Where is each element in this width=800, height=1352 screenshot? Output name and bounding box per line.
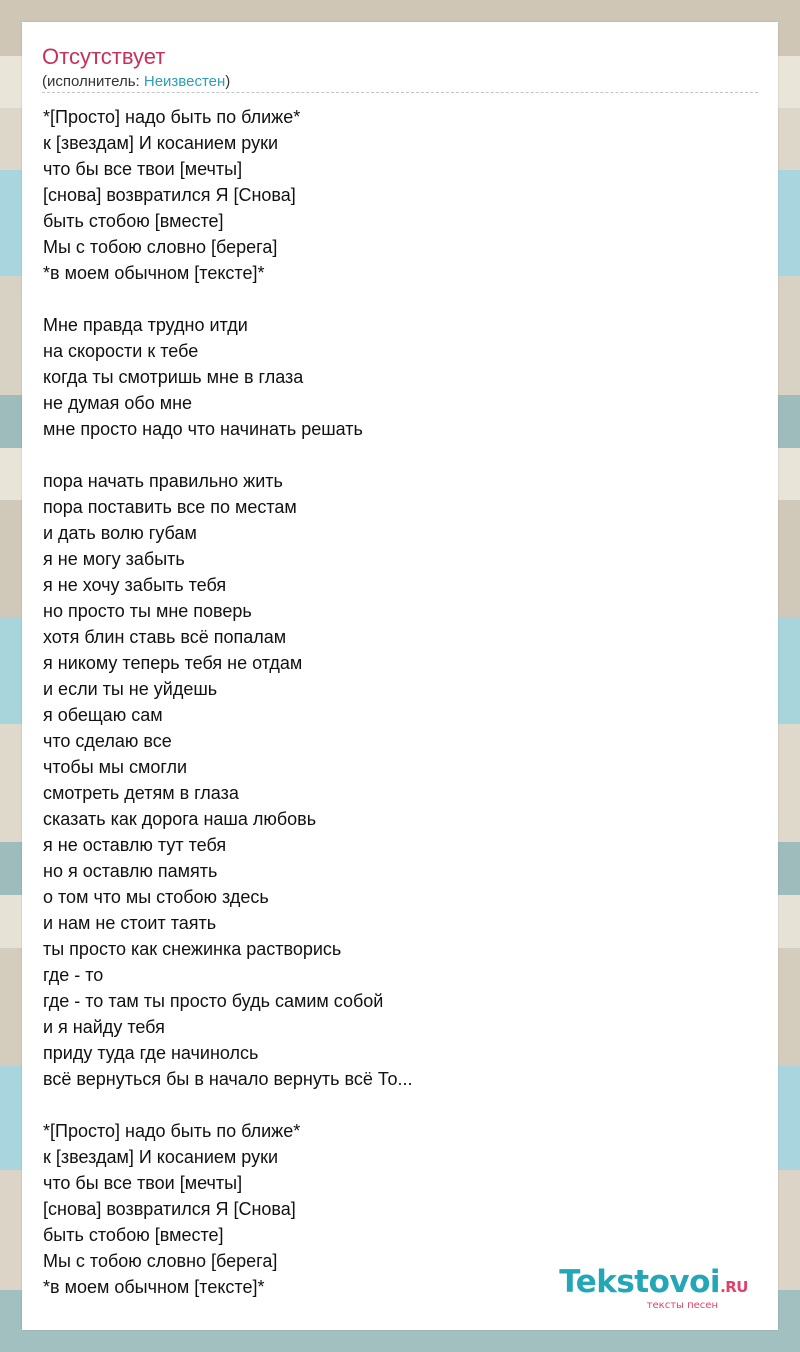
lyric-line: я обещаю сам	[43, 705, 163, 725]
lyric-line: пора поставить все по местам	[43, 497, 297, 517]
lyric-line: [снова] возвратился Я [Снова]	[43, 1199, 296, 1219]
lyric-line: хотя блин ставь всё попалам	[43, 627, 287, 647]
lyric-line: чтобы мы смогли	[43, 757, 188, 777]
lyric-line: что сделаю все	[43, 731, 172, 751]
lyric-line: не думая обо мне	[43, 393, 193, 413]
artist-line	[42, 72, 230, 92]
logo-tagline: тексты песен	[646, 1300, 718, 1311]
lyric-line: быть стобою [вместе]	[43, 1225, 224, 1245]
lyric-line: я никому теперь тебя не отдам	[43, 653, 303, 673]
lyric-line: я не могу забыть	[43, 549, 185, 569]
stanza-break	[43, 286, 753, 312]
lyric-line: я не хочу забыть тебя	[43, 575, 227, 595]
lyric-line: и дать волю губам	[43, 523, 197, 543]
divider	[42, 92, 758, 93]
lyric-line: где - то	[43, 965, 104, 985]
lyric-line: где - то там ты просто будь самим собой	[43, 991, 384, 1011]
lyric-line: Мы с тобою словно [берега]	[43, 237, 278, 257]
lyric-line: сказать как дорога наша любовь	[43, 809, 317, 829]
lyric-line: смотреть детям в глаза	[43, 783, 239, 803]
lyric-line: и я найду тебя	[43, 1017, 165, 1037]
site-logo[interactable]	[559, 1266, 748, 1312]
lyrics-text	[43, 104, 753, 1300]
lyric-line: когда ты смотришь мне в глаза	[43, 367, 304, 387]
lyric-line: Мне правда трудно итди	[43, 315, 248, 335]
lyric-line: *в моем обычном [тексте]*	[43, 263, 265, 283]
lyric-line: к [звездам] И косанием руки	[43, 133, 279, 153]
lyric-line: *[Просто] надо быть по ближе*	[43, 1121, 301, 1141]
lyric-line: ты просто как снежинка растворись	[43, 939, 342, 959]
lyric-line: что бы все твои [мечты]	[43, 159, 243, 179]
lyric-line: мне просто надо что начинать решать	[43, 419, 363, 439]
logo-domain: .RU	[720, 1278, 748, 1296]
stanza-break	[43, 442, 753, 468]
lyric-line: Мы с тобою словно [берега]	[43, 1251, 278, 1271]
lyric-line: быть стобою [вместе]	[43, 211, 224, 231]
lyric-line: пора начать правильно жить	[43, 471, 283, 491]
artist-suffix: )	[225, 73, 231, 90]
artist-link[interactable]: Неизвестен	[143, 73, 226, 90]
lyric-line: о том что мы стобою здесь	[43, 887, 269, 907]
lyric-line: *[Просто] надо быть по ближе*	[43, 107, 301, 127]
lyric-line: приду туда где начинолсь	[43, 1043, 259, 1063]
lyric-line: [снова] возвратился Я [Снова]	[43, 185, 296, 205]
lyric-line: но я оставлю память	[43, 861, 218, 881]
lyrics-card	[22, 22, 778, 1330]
lyric-line: к [звездам] И косанием руки	[43, 1147, 279, 1167]
stanza-break	[43, 1092, 753, 1118]
song-title: Отсутствует	[42, 44, 166, 69]
lyric-line: *в моем обычном [тексте]*	[43, 1277, 265, 1297]
lyric-line: но просто ты мне поверь	[43, 601, 252, 621]
lyric-line: я не оставлю тут тебя	[43, 835, 227, 855]
logo-name: Tekstovoi	[559, 1264, 721, 1300]
lyric-line: на скорости к тебе	[43, 341, 199, 361]
lyric-line: что бы все твои [мечты]	[43, 1173, 243, 1193]
lyric-line: и если ты не уйдешь	[43, 679, 218, 699]
lyric-line: всё вернуться бы в начало вернуть всё То...	[43, 1069, 413, 1089]
logo-wordmark	[559, 1266, 748, 1303]
lyric-line: и нам не стоит таять	[43, 913, 217, 933]
artist-prefix: (исполнитель:	[42, 73, 144, 90]
